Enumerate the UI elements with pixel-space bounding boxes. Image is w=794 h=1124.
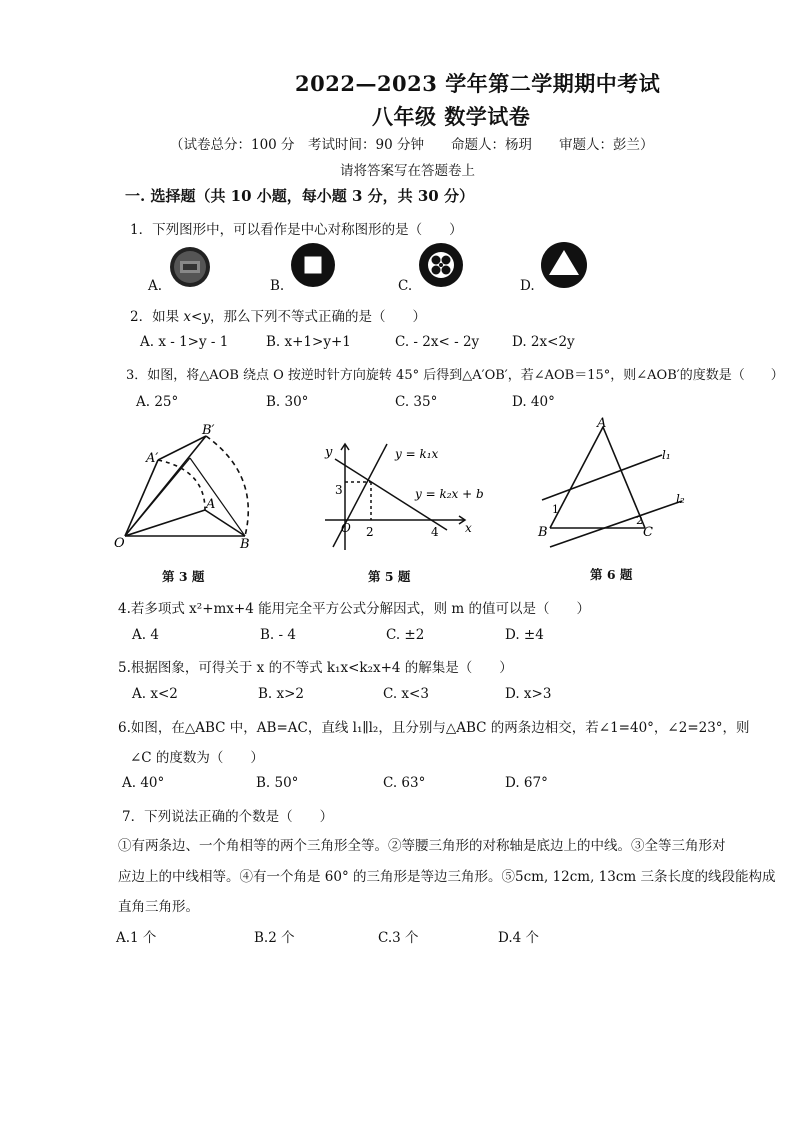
exam-title: 2022—2023 学年第二学期期中考试 (295, 71, 661, 96)
segment-oa (125, 510, 205, 536)
line-l2 (550, 501, 682, 547)
fig6-label-c: C (643, 525, 653, 540)
fig3-label-b: B (240, 537, 250, 552)
figure-6 (530, 415, 695, 550)
exam-info: （试卷总分：100 分 考试时间：90 分钟 命题人：杨玥 审题人：彭兰） (170, 137, 654, 153)
fig3-label-a-prime: A′ (146, 451, 159, 466)
q3-stem: 3．如图，将△AOB 绕点 O 按逆时针方向旋转 45° 后得到△A′OB′，若∠AOB＝15°，则∠AOB′的度数是（ ） (126, 368, 784, 383)
arc-b (206, 436, 248, 536)
q2-option-b: B. x+1>y+1 (266, 334, 351, 350)
q6-option-d: D. 67° (505, 775, 548, 791)
q2-option-c: C. - 2x< - 2y (395, 334, 480, 350)
fig6-label-2: 2 (636, 514, 643, 527)
fig6-label-l1: l₁ (662, 448, 671, 462)
q7-stem: 7．下列说法正确的个数是（ ） (122, 809, 334, 825)
fig5-label-y: y (325, 445, 333, 460)
segment-inner (125, 458, 190, 536)
q4-stem: 4.若多项式 x²+mx+4 能用完全平方公式分解因式，则 m 的值可以是（ ） (118, 601, 590, 617)
q1-option-b: B. (270, 278, 285, 294)
exam-subtitle: 八年级 数学试卷 (372, 104, 531, 129)
q1-stem: 1．下列图形中，可以看作是中心对称图形的是（ ） (130, 222, 463, 238)
q1-option-d: D. (520, 278, 535, 294)
q5-option-a: A. x<2 (132, 686, 178, 702)
figure-3 (110, 420, 270, 560)
fig5-label-4: 4 (431, 525, 439, 539)
q3-option-b: B. 30° (266, 394, 309, 410)
q7-body-line2: 应边上的中线相等。④有一个角是 60° 的三角形是等边三角形。⑤5cm, 12cm, 13cm 三条长度的线段能构成 (118, 869, 776, 885)
triangle-coin-icon (540, 241, 588, 289)
q2-stem-var: x<y (183, 309, 210, 325)
q6-option-a: A. 40° (122, 775, 165, 791)
fig5-label-o: O (341, 521, 351, 535)
q4-option-a: A. 4 (132, 627, 159, 643)
fig3-label-a: A (206, 497, 216, 512)
fig5-label-3: 3 (335, 483, 343, 497)
q3-option-d: D. 40° (512, 394, 555, 410)
fig3-label-o: O (114, 536, 125, 551)
q7-option-d: D.4 个 (498, 930, 540, 946)
q4-option-c: C. ±2 (386, 627, 425, 643)
q2-option-a: A. x - 1>y - 1 (140, 334, 229, 350)
q6-stem-line2: ∠C 的度数为（ ） (130, 750, 264, 766)
fig6-label-a: A (597, 416, 607, 431)
fig6-label-1: 1 (552, 503, 559, 516)
segment-a-prime-b-prime (158, 436, 206, 460)
q2-stem (130, 305, 426, 325)
fig6-label-b: B (538, 525, 548, 540)
side-ac (603, 427, 645, 528)
coin-a-icon (168, 245, 212, 289)
q4-option-d: D. ±4 (505, 627, 544, 643)
figure-5 (315, 432, 484, 557)
q7-body-line1: ①有两条边、一个角相等的两个三角形全等。②等腰三角形的对称轴是底边上的中线。③全等三角形对 (118, 838, 726, 854)
q2-stem-prefix: 2．如果 (130, 309, 184, 325)
q1-option-c: C. (398, 278, 413, 294)
fig3-caption: 第 3 题 (162, 569, 205, 584)
q2-stem-suffix: ，那么下列不等式正确的是（ ） (209, 309, 426, 325)
q5-option-c: C. x<3 (383, 686, 429, 702)
q5-option-d: D. x>3 (505, 686, 552, 702)
fig5-label-k1: y = k₁x (395, 447, 439, 461)
fig5-label-k2: y = k₂x + b (415, 487, 484, 501)
q5-option-b: B. x>2 (258, 686, 305, 702)
fig6-caption: 第 6 题 (590, 567, 633, 582)
q2-option-d: D. 2x<2y (512, 334, 575, 350)
q7-option-c: C.3 个 (378, 930, 419, 946)
fig5-caption: 第 5 题 (368, 569, 411, 584)
q7-option-a: A.1 个 (116, 930, 157, 946)
section-heading: 一. 选择题（共 10 小题，每小题 3 分，共 30 分） (125, 187, 474, 205)
segment-ab (205, 510, 245, 536)
q7-option-b: B.2 个 (254, 930, 295, 946)
q5-stem: 5.根据图象，可得关于 x 的不等式 k₁x<k₂x+4 的解集是（ ） (118, 660, 513, 676)
fig6-label-l2: l₂ (676, 492, 685, 506)
fig5-label-2: 2 (366, 525, 374, 539)
q1-option-a: A. (148, 278, 163, 294)
answer-notice: 请将答案写在答题卷上 (340, 163, 475, 179)
four-circles-coin-icon (418, 242, 464, 288)
q6-option-b: B. 50° (256, 775, 299, 791)
line-l1 (542, 455, 662, 500)
q6-option-c: C. 63° (383, 775, 426, 791)
q3-option-c: C. 35° (395, 394, 438, 410)
q6-stem-line1: 6.如图，在△ABC 中，AB=AC，直线 l₁∥l₂，且分别与△ABC 的两条边相交，若∠1=40°，∠2=23°，则 (118, 720, 750, 736)
square-hole-coin-icon (290, 242, 336, 288)
q4-option-b: B. - 4 (260, 627, 296, 643)
q7-body-line3: 直角三角形。 (118, 899, 199, 915)
q3-option-a: A. 25° (136, 394, 179, 410)
fig5-label-x: x (465, 521, 472, 535)
segment-oa-prime (125, 460, 158, 536)
fig3-label-b-prime: B′ (202, 423, 215, 438)
